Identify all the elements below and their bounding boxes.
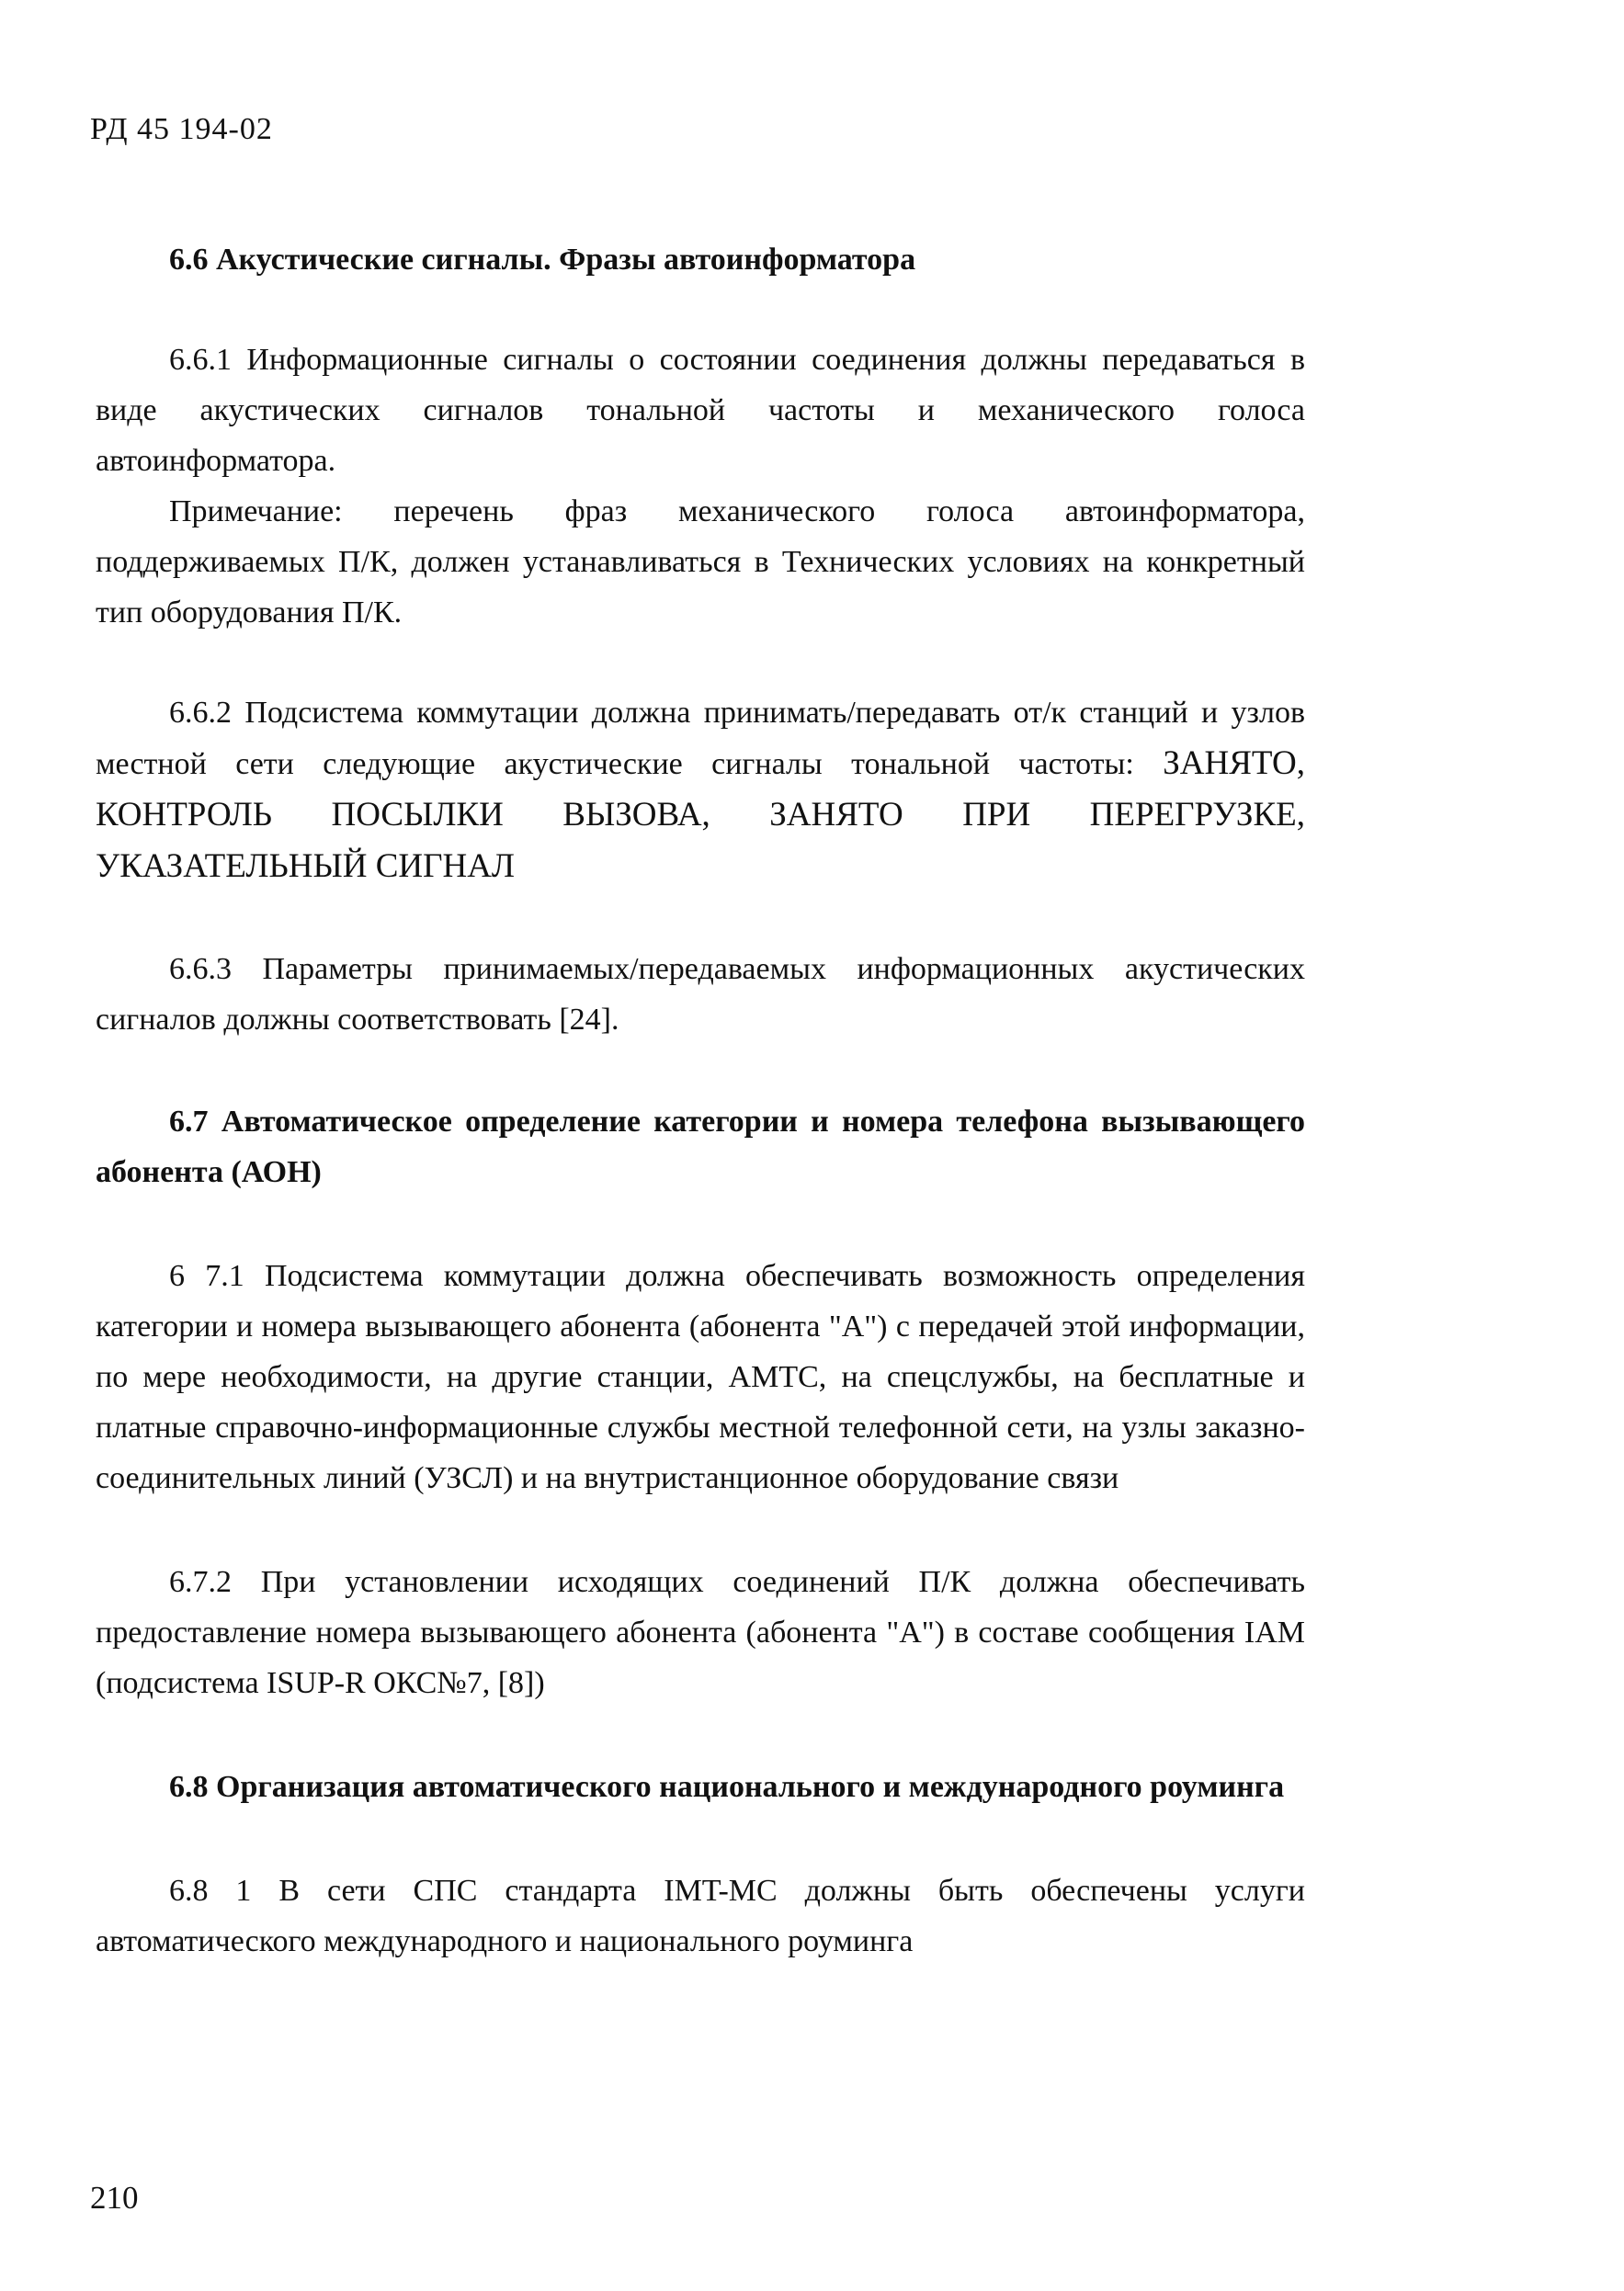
note-paragraph: Примечание: перечень фраз механического голоса автоинформатора, поддерживаемых П/К, должен устанавливаться в Технических условиях на конкретный тип оборудования П/К. — [96, 494, 1305, 629]
section-6-6-heading: 6.6 Акустические сигналы. Фразы автоинформатора — [169, 243, 916, 277]
paragraph-6-6-3: 6.6.3 Параметры принимаемых/передаваемых информационных акустических сигналов должны соответствовать [24]. — [96, 952, 1305, 1037]
paragraph-6-6-2 — [96, 687, 1305, 892]
paragraph-6-6-1: 6.6.1 Информационные сигналы о состоянии соединения должны передаваться в виде акустических сигналов тональной частоты и механического голоса автоинформатора. — [96, 343, 1305, 478]
document-body — [96, 234, 1305, 1967]
document-code: РД 45 194-02 — [90, 112, 273, 146]
paragraph-6-7-2: 6.7.2 При установлении исходящих соединений П/К должна обеспечивать предоставление номера вызывающего абонента (абонента "А") в составе сообщения IAM (подсистема ISUP-R ОКС№7, [8]) — [96, 1565, 1305, 1700]
section-6-7-heading: 6.7 Автоматическое определение категории и номера телефона вызывающего абонента (АОН) — [96, 1105, 1305, 1189]
tone-signal-list: ЗАНЯТО, КОНТРОЛЬ ПОСЫЛКИ ВЫЗОВА, ЗАНЯТО ПРИ ПЕРЕГРУЗКЕ, УКАЗАТЕЛЬНЫЙ СИГНАЛ — [96, 744, 1305, 885]
paragraph-6-7-1: 6 7.1 Подсистема коммутации должна обеспечивать возможность определения категории и номера вызывающего абонента (абонента "А") с передачей этой информации, по мере необходимости, на другие станции, АМТС, на спецслужбы, на бесплатные и платные справочно-информационные службы местной телефонной сети, на узлы заказно-соединительных линий (УЗСЛ) и на внутристанционное оборудование связи — [96, 1259, 1305, 1495]
section-6-8-heading: 6.8 Организация автоматического национального и международного роуминга — [169, 1770, 1285, 1804]
paragraph-6-8-1: 6.8 1 В сети СПС стандарта IMT-MC должны быть обеспечены услуги автоматического международного и национального роуминга — [96, 1874, 1305, 1958]
paragraph-6-6-2-text: 6.6.2 Подсистема коммутации должна принимать/передавать от/к станций и узлов местной сети следующие акустические сигналы тональной частоты: — [96, 696, 1305, 781]
page-number: 210 — [90, 2180, 139, 2216]
